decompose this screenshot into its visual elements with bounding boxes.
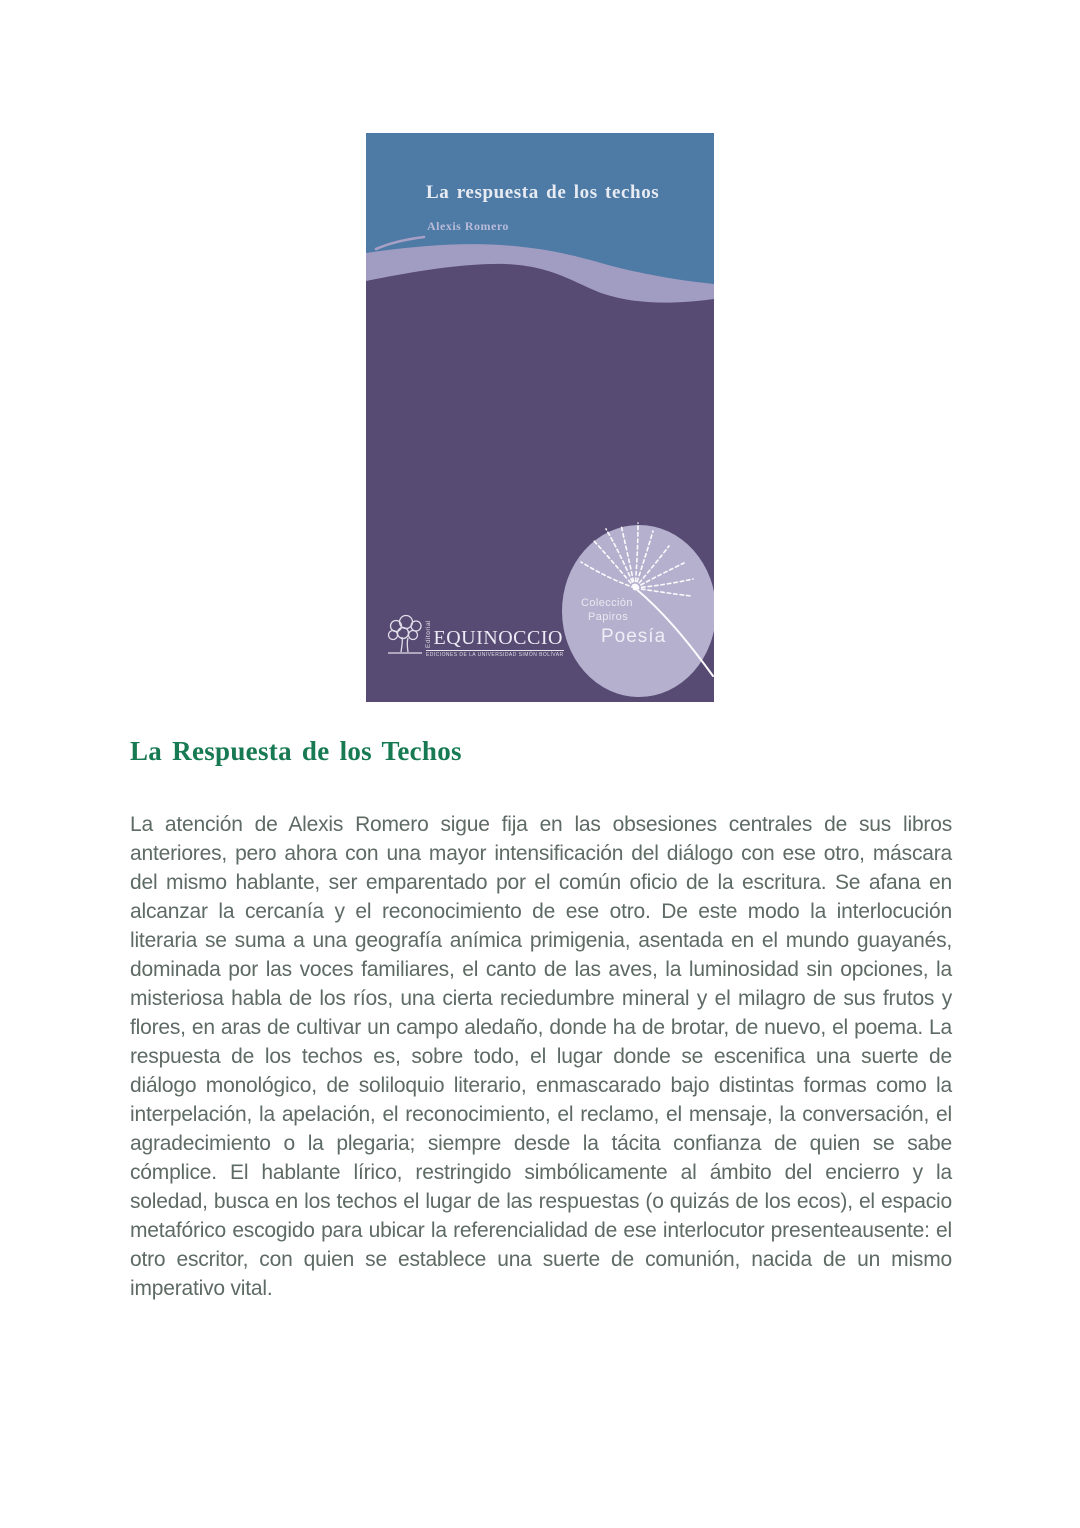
book-cover	[366, 133, 714, 702]
collection-label	[561, 598, 666, 646]
collection-line-1: Colección	[581, 597, 633, 609]
page-title: La Respuesta de los Techos	[130, 736, 462, 766]
cover-title: La respuesta de los techos	[426, 182, 660, 203]
tree-icon	[385, 614, 425, 658]
collection-line-2: Papiros	[588, 611, 629, 623]
cover-author: Alexis Romero	[427, 219, 509, 233]
publisher-vertical-label: Editorial	[425, 619, 432, 648]
publisher-logo	[385, 614, 564, 658]
collection-line-3: Poesía	[601, 626, 667, 647]
publisher-underline	[426, 650, 564, 651]
publisher-tagline: EDICIONES DE LA UNIVERSIDAD SIMÓN BOLÍVAR	[426, 652, 564, 658]
article-body-paragraph: La atención de Alexis Romero sigue fija en las obsesiones centrales de sus libros anteriores, pero ahora con una mayor intensificación del diálogo con ese otro, máscara del mismo hablante, ser emparentado por el común oficio de la escritura. Se afana en alcanzar la cercanía y el reconocimiento de ese otro. De este modo la interlocución literaria se suma a una geografía anímica primigenia, asentada en el mundo guayanés, dominada por las voces familiares, el canto de las aves, la luminosidad sin opciones, la misteriosa habla de los ríos, una cierta reciedumbre mineral y el milagro de sus frutos y flores, en aras de cultivar un campo aledaño, donde ha de brotar, de nuevo, el poema. La respuesta de los techos es, sobre todo, el lugar donde se escenifica una suerte de diálogo monológico, de soliloquio literario, enmascarado bajo distintas formas como la interpelación, la apelación, el reconocimiento, el reclamo, el mensaje, la conversación, el agradecimiento o la plegaria; siempre desde la tácita confianza de quien se sabe cómplice. El hablante lírico, restringido simbólicamente al ámbito del encierro y la soledad, busca en los techos el lugar de las respuestas (o quizás de los ecos), el espacio metafórico escogido para ubicar la referencialidad de ese interlocutor presenteausente: el otro escritor, con quien se establece una suerte de comunión, nacida de un mismo imperativo vital.	[130, 813, 952, 1300]
publisher-name: EQUINOCCIO	[433, 626, 563, 649]
